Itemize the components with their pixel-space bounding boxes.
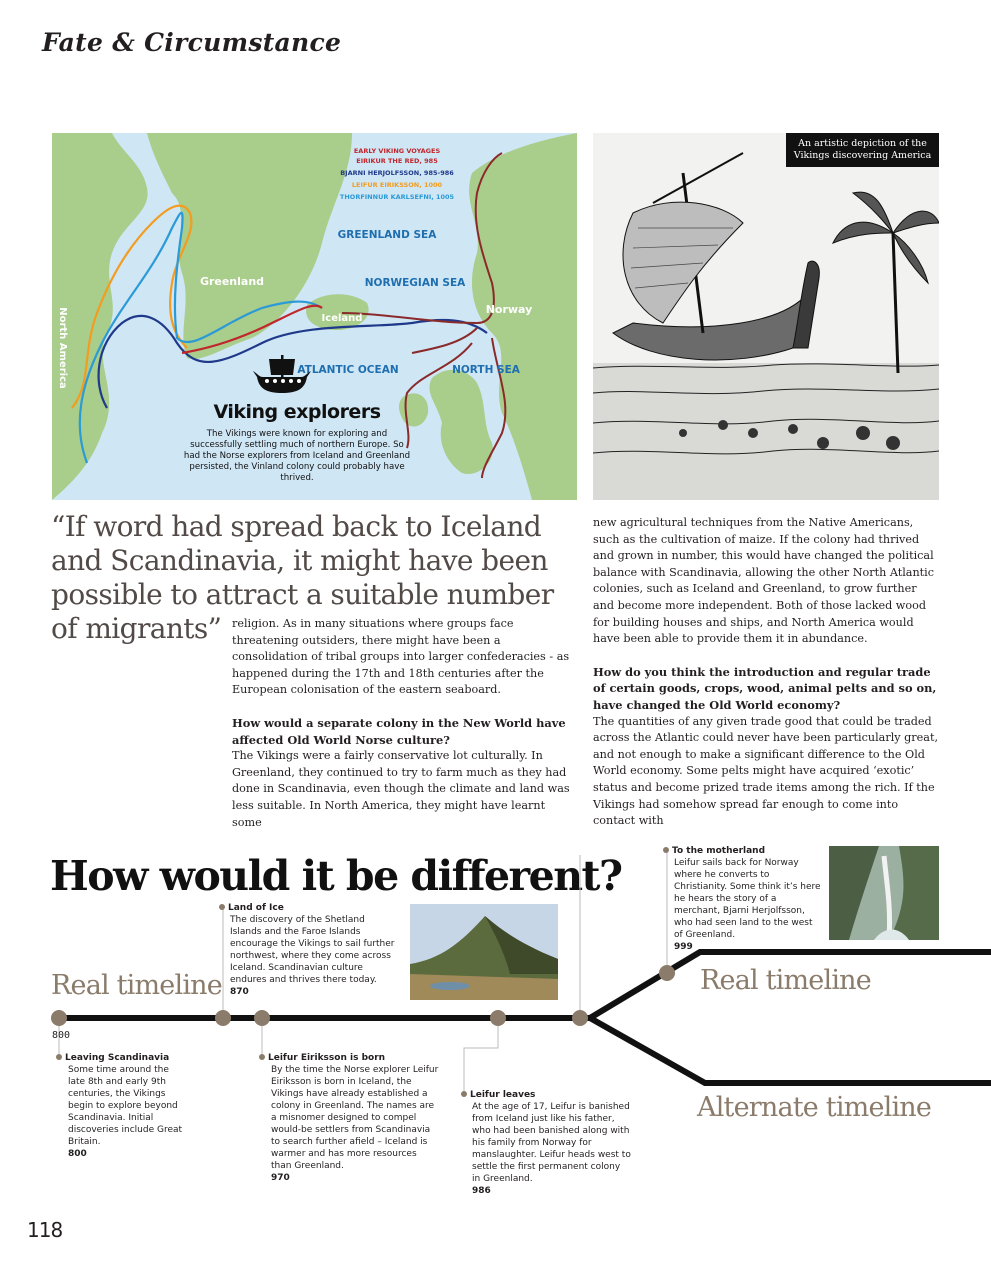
label-north-america: North America [57, 307, 68, 389]
page-number: 118 [27, 1218, 63, 1242]
article-paragraph: religion. As in many situations where groups face threatening outsiders, there might have been a consolidation of tribal groups into larger confederacies - as happened during the 17th and 18th centuries after the European colonisation of the eastern seaboard. [232, 617, 570, 697]
timeline-event [461, 1089, 631, 1197]
legend-title: EARLY VIKING VOYAGES [353, 147, 441, 155]
event-title: Leaving Scandinavia [65, 1053, 170, 1063]
bullet-icon [219, 904, 225, 910]
alternate-timeline-label: Alternate timeline [697, 1092, 932, 1123]
legend-item-karlsefni: THORFINNUR KARLSEFNI, 1005 [339, 193, 455, 201]
timeline-start-year: 800 [52, 1030, 71, 1041]
viking-voyages-map [52, 133, 577, 500]
legend-item-eirikur: EIRIKUR THE RED, 985 [356, 157, 438, 165]
article-column-right [593, 515, 940, 830]
event-title: To the motherland [672, 846, 766, 856]
section-title: Fate & Circumstance [42, 28, 342, 57]
event-text: Leifur sails back for Norway where he converts to Christianity. Some think it’s here he hears the story of a merchant, Bjarni Herjolfsson, who had seen land to the west of Greenland. [674, 858, 821, 940]
legend-item-leifur: LEIFUR EIRIKSSON, 1000 [351, 181, 443, 189]
article-question: How would a separate colony in the New World have affected Old World Norse culture? [232, 715, 566, 747]
timeline-node-970 [254, 1010, 270, 1026]
pull-quote: “If word had spread back to Iceland and Scandinavia, it might have been possible to attract a suitable number of migrants” [51, 510, 554, 645]
bullet-icon [461, 1091, 467, 1097]
event-year: 970 [271, 1173, 290, 1183]
article-column-left [232, 616, 572, 831]
event-year: 800 [68, 1149, 87, 1159]
fjord-photo [829, 846, 939, 940]
timeline-event [56, 1052, 186, 1160]
real-timeline-branch-label: Real timeline [700, 965, 871, 996]
timeline-node-800 [51, 1010, 67, 1026]
bullet-icon [663, 847, 669, 853]
timeline-event [259, 1052, 439, 1184]
bullet-icon [56, 1054, 62, 1060]
timeline-node-870 [215, 1010, 231, 1026]
article-paragraph: The Vikings were a fairly conservative lot culturally. In Greenland, they continued to try to farm much as they had done in Scandinavia, even though the climate and land was less suitable. In North America, they might have learnt some [232, 749, 570, 829]
label-norway: Norway [485, 303, 533, 316]
event-year: 999 [674, 942, 693, 952]
legend-item-bjarni: BJARNI HERJOLFSSON, 985-986 [340, 169, 454, 177]
bullet-icon [259, 1054, 265, 1060]
event-text: At the age of 17, Leifur is banished from Iceland just like his father, who had been banished along with his family from Norway for manslaughter. Leifur heads west to settle the first permanent colony in Greenland. [472, 1102, 631, 1184]
label-norwegian-sea: NORWEGIAN SEA [364, 277, 466, 289]
label-iceland: Iceland [321, 313, 363, 324]
viking-ship-illustration [593, 133, 939, 500]
timeline-event [663, 845, 823, 953]
timeline-node-branch [572, 1010, 588, 1026]
event-title: Land of Ice [228, 903, 284, 913]
label-greenland: Greenland [199, 275, 265, 288]
timeline-node-986 [490, 1010, 506, 1026]
event-title: Leifur leaves [470, 1090, 536, 1100]
mountain-photo [410, 904, 558, 1000]
event-year: 986 [472, 1186, 491, 1196]
label-north-sea: NORTH SEA [452, 364, 520, 376]
event-text: Some time around the late 8th and early 9th centuries, the Vikings begin to explore beyond Scandinavia. Initial discoveries include Great Britain. [68, 1065, 183, 1147]
timeline-node-999 [659, 965, 675, 981]
real-timeline-label: Real timeline [51, 970, 222, 1001]
label-atlantic-ocean: ATLANTIC OCEAN [297, 364, 399, 376]
timeline-alt-branch [590, 1018, 991, 1083]
map-description: The Vikings were known for exploring and successfully settling much of northern Europe. So had the Norse explorers from Iceland and Greenland persisted, the Vinland colony could probably have thrived. [183, 429, 411, 483]
article-question: How do you think the introduction and regular trade of certain goods, crops, wood, animal pelts and so on, have changed the Old World economy? [593, 664, 937, 712]
label-greenland-sea: GREENLAND SEA [337, 229, 437, 241]
event-title: Leifur Eiriksson is born [268, 1053, 386, 1063]
event-text: The discovery of the Shetland Islands and the Faroe Islands encourage the Vikings to sail further northwest, where they come across Iceland. Scandinavian culture endures and thrives there today. [230, 915, 395, 985]
article-paragraph: The quantities of any given trade good that could be traded across the Atlantic could never have been particularly great, and not enough to make a significant difference to the Old World economy. Some pelts might have acquired ‘exotic’ status and become prized trade items among the rich. If the Vikings had somehow spread far enough to come into contact with [593, 714, 938, 828]
timeline-heading: How would it be different? [50, 852, 622, 900]
illustration-caption: An artistic depiction of the Vikings discovering America [786, 133, 939, 167]
event-text: By the time the Norse explorer Leifur Eiriksson is born in Iceland, the Vikings have already established a colony in Greenland. The names are a misnomer designed to compel would-be settlers from Scandinavia to search further afield – Iceland is warmer and has more resources than Greenland. [271, 1065, 439, 1171]
article-paragraph: new agricultural techniques from the Native Americans, such as the cultivation of maize. If the colony had thrived and grown in number, this would have changed the political balance with Scandinavia, allowing the other North Atlantic colonies, such as Iceland and Greenland, to grow further and become more independent. Both of those lacked wood for building houses and ships, and North America would have been able to provide them it in abundance. [593, 516, 935, 646]
timeline-event [219, 902, 399, 998]
map-title: Viking explorers [213, 401, 381, 423]
event-year: 870 [230, 987, 249, 997]
